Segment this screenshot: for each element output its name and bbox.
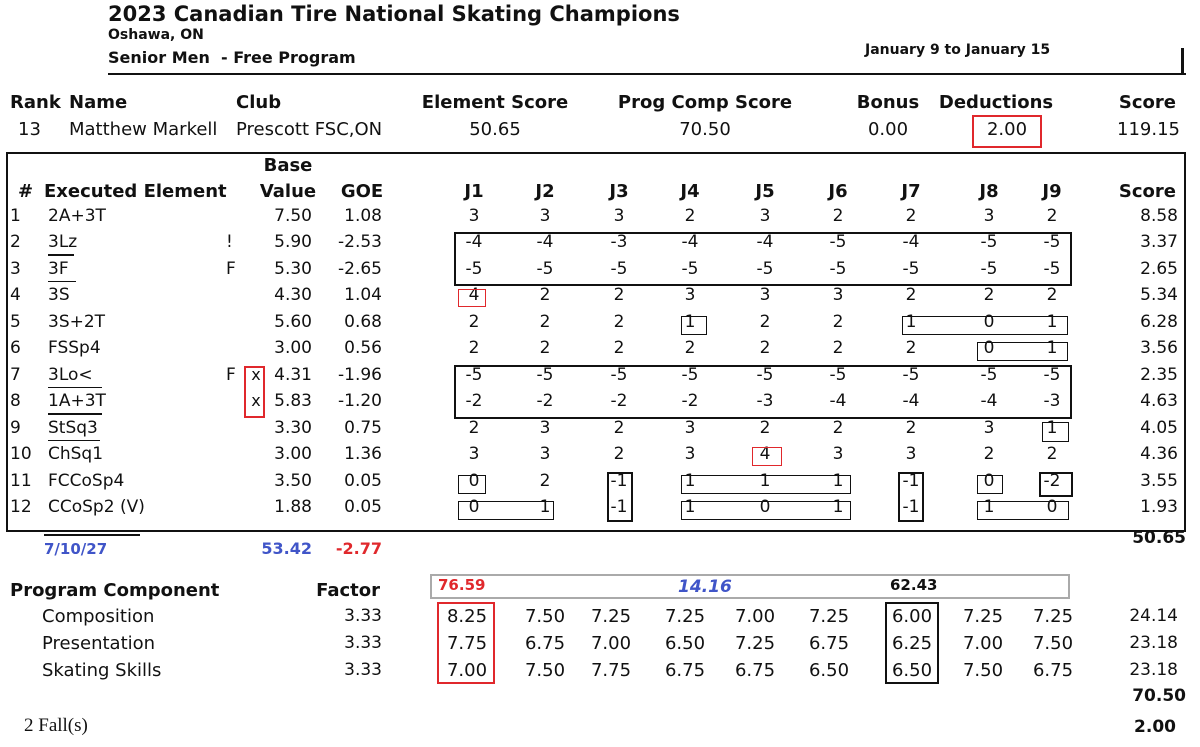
judge-goe-cell: 2 <box>468 417 480 438</box>
judge-goe-cell: -5 <box>1043 364 1061 385</box>
judge-goe-cell: 0 <box>983 470 995 491</box>
component-judge-mark: 7.50 <box>1032 633 1074 654</box>
judge-goe-cell: -3 <box>756 391 774 412</box>
judge-goe-cell: -5 <box>756 258 774 279</box>
summary-deductions: 2.00 <box>986 119 1028 140</box>
judge-goe-cell: -4 <box>980 391 998 412</box>
judge-goe-cell: 0 <box>468 470 480 491</box>
element-num: 12 <box>10 496 32 517</box>
judge-goe-cell: -5 <box>902 258 920 279</box>
element-goe: 1.04 <box>344 285 382 306</box>
judge-goe-cell: -4 <box>465 232 483 253</box>
x-flag-highlight-box <box>244 366 265 418</box>
judge-goe-cell: 2 <box>539 338 551 359</box>
goe-cell-box <box>977 475 1003 494</box>
element-base-value: 3.30 <box>274 417 312 438</box>
component-judge-mark: 6.50 <box>891 660 933 681</box>
summary-header-deductions: Deductions <box>938 92 1054 113</box>
element-goe: -1.96 <box>338 364 382 385</box>
goe-cell-box <box>681 316 707 335</box>
summary-header-score: Score <box>1118 92 1176 113</box>
component-judge-mark: 7.00 <box>962 633 1004 654</box>
judge-goe-cell: -2 <box>1043 470 1061 491</box>
element-name: 3F <box>48 258 69 279</box>
judge-goe-cell: 3 <box>983 417 995 438</box>
goe-cell-box <box>681 470 851 494</box>
elements-header-score: Score <box>1118 181 1176 202</box>
element-goe: 0.68 <box>344 311 382 332</box>
judge-goe-cell: 1 <box>832 496 844 517</box>
judge-goe-cell: 2 <box>539 311 551 332</box>
element-base-value: 5.83 <box>274 391 312 412</box>
judge-goe-cell: 3 <box>684 444 696 465</box>
judge-goe-cell: 3 <box>468 444 480 465</box>
judge-goe-cell: 3 <box>468 206 480 226</box>
component-judge-mark: 7.00 <box>734 606 776 627</box>
judge-goe-cell: 2 <box>1046 285 1058 306</box>
header-rule <box>108 73 1186 75</box>
component-judge-mark: 7.25 <box>590 606 632 627</box>
judge-goe-cell: 3 <box>983 206 995 226</box>
element-num: 6 <box>10 338 21 359</box>
element-base-value: 5.30 <box>274 258 312 279</box>
judge-totals-frame <box>430 574 1070 599</box>
judge-goe-cell: -5 <box>681 364 699 385</box>
goe-cell-box <box>902 311 1068 335</box>
judge-goe-cell: 0 <box>1046 496 1058 517</box>
high-goe-highlight-box <box>752 447 782 466</box>
goe-total: -2.77 <box>335 539 382 558</box>
judge-goe-cell: -4 <box>681 232 699 253</box>
judge-goe-cell: -2 <box>465 391 483 412</box>
judge-goe-cell: 3 <box>905 444 917 465</box>
component-judge-mark: 7.25 <box>962 606 1004 627</box>
component-name: Skating Skills <box>42 660 162 681</box>
negative-goe-group-box <box>454 365 1072 419</box>
component-factor: 3.33 <box>344 606 382 626</box>
element-goe: 0.75 <box>344 417 382 438</box>
judge-goe-cell: 3 <box>684 285 696 306</box>
judge-goe-cell: 3 <box>539 417 551 438</box>
judge-goe-cell: 3 <box>759 206 771 226</box>
judge-header-1: J1 <box>464 181 484 202</box>
judge-goe-cell: 2 <box>468 338 480 359</box>
judge-goe-cell: 4 <box>468 285 480 306</box>
judge-header-9: J9 <box>1042 181 1062 202</box>
element-num: 4 <box>10 285 21 306</box>
element-base-value: 5.60 <box>274 311 312 332</box>
judge-goe-cell: 2 <box>832 417 844 438</box>
element-score: 6.28 <box>1140 311 1178 332</box>
element-name: 3S+2T <box>48 311 106 332</box>
summary-header-prog-comp: Prog Comp Score <box>617 92 793 113</box>
element-name-underline <box>48 413 102 415</box>
component-judge-mark: 6.25 <box>891 633 933 654</box>
judge-header-4: J4 <box>680 181 700 202</box>
element-score: 3.55 <box>1140 470 1178 491</box>
element-base-value: 3.00 <box>274 338 312 359</box>
judge-goe-cell: 1 <box>539 496 551 517</box>
component-judge-mark: 7.25 <box>664 606 706 627</box>
component-judge-mark: 8.25 <box>446 606 488 627</box>
element-num: 1 <box>10 206 21 226</box>
judge-header-5: J5 <box>755 181 775 202</box>
judge-goe-cell: -5 <box>829 258 847 279</box>
judge-goe-cell: 2 <box>539 285 551 306</box>
component-judge-mark: 6.00 <box>891 606 933 627</box>
event-dates: January 9 to January 15 <box>865 42 1051 58</box>
component-judge-mark: 6.75 <box>524 633 566 654</box>
judge-goe-cell: -5 <box>902 364 920 385</box>
judge-header-3: J3 <box>609 181 629 202</box>
summary-rank: 13 <box>18 119 41 140</box>
goe-cell-box <box>1042 422 1069 442</box>
judge-goe-cell: 2 <box>684 338 696 359</box>
component-judge-mark: 6.75 <box>664 660 706 681</box>
element-base-value: 1.88 <box>274 496 312 517</box>
components-header-factor: Factor <box>316 580 380 601</box>
judge-header-7: J7 <box>901 181 921 202</box>
summary-header-name: Name <box>69 92 128 113</box>
summary-header-element-score: Element Score <box>421 92 569 113</box>
goe-cell-box <box>458 475 486 494</box>
element-x-flag: x <box>251 391 261 411</box>
goe-cell-box <box>681 496 851 520</box>
component-score: 23.18 <box>1129 633 1178 653</box>
negative-goe-group-box <box>454 232 1072 286</box>
component-judge-mark: 7.50 <box>524 606 566 627</box>
component-judge-mark: 7.75 <box>446 633 488 654</box>
component-judge-mark: 6.75 <box>1032 660 1074 681</box>
judge-goe-cell: 1 <box>684 496 696 517</box>
element-name: ChSq1 <box>48 444 104 465</box>
judge-goe-cell: -5 <box>536 364 554 385</box>
judge-header-8: J8 <box>979 181 999 202</box>
falls-label: 2 Fall(s) <box>24 715 88 736</box>
elements-header-num: # <box>18 181 34 202</box>
element-name-underline <box>48 440 100 442</box>
judge-goe-cell: 1 <box>684 311 696 332</box>
judge-goe-cell: 2 <box>613 338 625 359</box>
judge-goe-cell: 3 <box>759 285 771 306</box>
falls-deduction: 2.00 <box>1134 717 1176 737</box>
judge-goe-cell: 1 <box>832 470 844 491</box>
header-rule-end <box>1181 48 1184 74</box>
judge-goe-cell: 1 <box>1046 338 1058 359</box>
judge-goe-cell: 1 <box>684 470 696 491</box>
summary-header-rank: Rank <box>10 92 61 113</box>
element-score: 8.58 <box>1140 206 1178 226</box>
component-judge-mark: 7.25 <box>808 606 850 627</box>
judge-goe-cell: 2 <box>759 417 771 438</box>
event-segment: Senior Men - Free Program <box>108 48 356 67</box>
judge-goe-cell: 2 <box>759 338 771 359</box>
judge-goe-cell: -5 <box>610 258 628 279</box>
judge-goe-cell: 1 <box>759 470 771 491</box>
judge-goe-cell: 2 <box>905 206 917 226</box>
component-judge-mark: 6.75 <box>734 660 776 681</box>
element-num: 11 <box>10 470 32 491</box>
element-name-underline <box>48 254 74 256</box>
element-score: 3.37 <box>1140 232 1178 253</box>
element-num: 7 <box>10 364 21 385</box>
judge-goe-cell: -5 <box>465 258 483 279</box>
judge-header-2: J2 <box>535 181 555 202</box>
judge-goe-cell: -5 <box>980 364 998 385</box>
element-num: 8 <box>10 391 21 412</box>
element-note: F <box>226 364 236 385</box>
judge-goe-cell: -5 <box>681 258 699 279</box>
component-judge-mark: 7.50 <box>524 660 566 681</box>
component-score: 23.18 <box>1129 660 1178 680</box>
element-base-value: 3.50 <box>274 470 312 491</box>
j1-j7-difference: 14.16 <box>678 577 732 597</box>
element-name-underline <box>48 387 102 389</box>
j1-components-highlight-box <box>437 602 495 684</box>
element-name: FCCoSp4 <box>48 470 125 491</box>
element-goe: 0.05 <box>344 470 382 491</box>
goe-cell-box <box>977 501 1069 520</box>
element-score: 4.36 <box>1140 444 1178 465</box>
page-title: 2023 Canadian Tire National Skating Champions <box>108 2 680 26</box>
element-score: 1.93 <box>1140 496 1178 517</box>
component-factor: 3.33 <box>344 633 382 653</box>
judge-goe-cell: 3 <box>613 206 625 226</box>
component-judge-mark: 7.00 <box>446 660 488 681</box>
element-score: 3.56 <box>1140 338 1178 359</box>
element-base-value: 5.90 <box>274 232 312 253</box>
element-base-value: 4.30 <box>274 285 312 306</box>
judge-goe-cell: -2 <box>536 391 554 412</box>
judge-goe-cell: 4 <box>759 444 771 465</box>
element-name: CCoSp2 (V) <box>48 496 145 517</box>
goe-cell-box <box>898 472 924 522</box>
element-num: 10 <box>10 444 32 465</box>
element-name: FSSp4 <box>48 338 101 359</box>
element-goe: 0.05 <box>344 496 382 517</box>
goe-cell-box <box>458 501 554 520</box>
judge-goe-cell: -5 <box>1043 232 1061 253</box>
element-name: 3S <box>48 285 70 306</box>
element-num: 2 <box>10 232 21 253</box>
components-header-label: Program Component <box>10 580 220 601</box>
component-judge-mark: 7.25 <box>734 633 776 654</box>
judge-goe-cell: -1 <box>610 496 628 517</box>
judge-goe-cell: -4 <box>902 391 920 412</box>
summary-element-score: 50.65 <box>469 119 521 140</box>
judge-goe-cell: 3 <box>684 417 696 438</box>
judge-goe-cell: -1 <box>902 496 920 517</box>
element-name: 3Lo< <box>48 364 93 385</box>
judge-goe-cell: -4 <box>902 232 920 253</box>
judge-goe-cell: 1 <box>1046 311 1058 332</box>
element-name: 1A+3T <box>48 391 106 412</box>
judge-goe-cell: -1 <box>902 470 920 491</box>
component-factor: 3.33 <box>344 660 382 680</box>
judge-goe-cell: -5 <box>980 258 998 279</box>
judge-goe-cell: 2 <box>1046 206 1058 226</box>
goe-cell-box <box>607 472 633 522</box>
j1-component-total: 76.59 <box>438 576 486 594</box>
element-score: 2.65 <box>1140 258 1178 279</box>
judge-goe-cell: 2 <box>468 311 480 332</box>
element-name-underline <box>48 281 76 283</box>
element-goe: 1.36 <box>344 444 382 465</box>
element-goe: 1.08 <box>344 206 382 226</box>
j7-components-highlight-box <box>885 602 939 684</box>
component-judge-mark: 7.00 <box>590 633 632 654</box>
judge-goe-cell: -5 <box>610 364 628 385</box>
summary-total-score: 119.15 <box>1117 119 1180 140</box>
judge-goe-cell: 2 <box>983 285 995 306</box>
judge-goe-cell: -5 <box>829 364 847 385</box>
base-value-total: 53.42 <box>261 539 312 558</box>
component-judge-mark: 7.50 <box>962 660 1004 681</box>
element-name: 2A+3T <box>48 206 106 226</box>
component-name: Composition <box>42 606 155 627</box>
component-judge-mark: 6.50 <box>808 660 850 681</box>
summary-bonus: 0.00 <box>867 119 909 140</box>
judge-goe-cell: -5 <box>756 364 774 385</box>
element-score: 5.34 <box>1140 285 1178 306</box>
judge-goe-cell: 2 <box>539 470 551 491</box>
judge-goe-cell: -4 <box>829 391 847 412</box>
judge-goe-cell: -5 <box>465 364 483 385</box>
element-num: 3 <box>10 258 21 279</box>
judge-goe-cell: -2 <box>681 391 699 412</box>
judge-goe-cell: -5 <box>829 232 847 253</box>
element-goe: -2.53 <box>338 232 382 253</box>
judge-goe-cell: 2 <box>613 417 625 438</box>
element-num: 9 <box>10 417 21 438</box>
elements-header-goe: GOE <box>340 181 384 202</box>
element-num: 5 <box>10 311 21 332</box>
element-note: F <box>226 258 236 279</box>
judge-goe-cell: 3 <box>832 285 844 306</box>
component-judge-mark: 7.25 <box>1032 606 1074 627</box>
element-name-underline <box>44 534 140 536</box>
judge-goe-cell: -5 <box>536 258 554 279</box>
judge-goe-cell: -1 <box>610 470 628 491</box>
judge-goe-cell: 1 <box>905 311 917 332</box>
judge-goe-cell: 0 <box>759 496 771 517</box>
summary-header-club: Club <box>236 92 282 113</box>
judge-goe-cell: 0 <box>983 311 995 332</box>
component-judge-mark: 6.50 <box>664 633 706 654</box>
elements-header-element: Executed Element <box>44 181 227 202</box>
element-name: 3Lz <box>48 232 78 253</box>
judge-goe-cell: 2 <box>759 311 771 332</box>
judge-goe-cell: 2 <box>613 311 625 332</box>
summary-club: Prescott FSC,ON <box>236 119 383 140</box>
judge-goe-cell: 2 <box>905 285 917 306</box>
component-score: 24.14 <box>1129 606 1178 626</box>
element-score-total: 50.65 <box>1132 528 1186 548</box>
judge-goe-cell: 0 <box>983 338 995 359</box>
element-goe: -2.65 <box>338 258 382 279</box>
judge-goe-cell: 2 <box>832 311 844 332</box>
judge-goe-cell: 3 <box>539 444 551 465</box>
judge-goe-cell: 2 <box>905 417 917 438</box>
summary-skater-name: Matthew Markell <box>69 119 218 140</box>
elements-header-base-top: Base <box>263 155 313 176</box>
element-score: 2.35 <box>1140 364 1178 385</box>
judge-goe-cell: 1 <box>1046 417 1058 438</box>
judge-goe-cell: 2 <box>1046 444 1058 465</box>
element-score: 4.05 <box>1140 417 1178 438</box>
judge-goe-cell: 2 <box>613 285 625 306</box>
element-x-flag: x <box>251 364 261 384</box>
judge-goe-cell: -3 <box>1043 391 1061 412</box>
element-name: StSq3 <box>48 417 98 438</box>
judge-goe-cell: -2 <box>610 391 628 412</box>
judge-goe-cell: 2 <box>684 206 696 226</box>
judge-goe-cell: 2 <box>613 444 625 465</box>
judge-goe-cell: 2 <box>905 338 917 359</box>
element-score: 4.63 <box>1140 391 1178 412</box>
component-judge-mark: 7.75 <box>590 660 632 681</box>
judge-header-6: J6 <box>828 181 848 202</box>
component-name: Presentation <box>42 633 156 654</box>
component-judge-mark: 6.75 <box>808 633 850 654</box>
element-note: ! <box>226 232 233 253</box>
judge-goe-cell: 2 <box>832 206 844 226</box>
goe-cell-box <box>1039 472 1073 497</box>
event-location: Oshawa, ON <box>108 27 204 43</box>
judge-goe-cell: 3 <box>539 206 551 226</box>
high-goe-highlight-box <box>458 289 486 307</box>
j7-component-total: 62.43 <box>890 576 938 594</box>
judge-goe-cell: 3 <box>832 444 844 465</box>
summary-header-bonus: Bonus <box>856 92 920 113</box>
judge-goe-cell: -4 <box>536 232 554 253</box>
element-goe: -1.20 <box>338 391 382 412</box>
judge-goe-cell: 2 <box>983 444 995 465</box>
judge-goe-cell: 2 <box>832 338 844 359</box>
elements-header-base-bottom: Value <box>259 181 317 202</box>
element-base-value: 3.00 <box>274 444 312 465</box>
components-total: 70.50 <box>1132 686 1186 706</box>
element-base-value: 4.31 <box>274 364 312 385</box>
element-base-value: 7.50 <box>274 206 312 226</box>
judge-goe-cell: -3 <box>610 232 628 253</box>
judge-goe-cell: -4 <box>756 232 774 253</box>
summary-prog-comp-score: 70.50 <box>679 119 731 140</box>
judge-goe-cell: 0 <box>468 496 480 517</box>
element-goe: 0.56 <box>344 338 382 359</box>
goe-cell-box <box>977 342 1068 361</box>
judge-goe-cell: 1 <box>983 496 995 517</box>
deductions-highlight-box <box>972 115 1042 148</box>
element-counts-annotation: 7/10/27 <box>44 540 108 558</box>
judge-goe-cell: -5 <box>1043 258 1061 279</box>
judge-goe-cell: -5 <box>980 232 998 253</box>
